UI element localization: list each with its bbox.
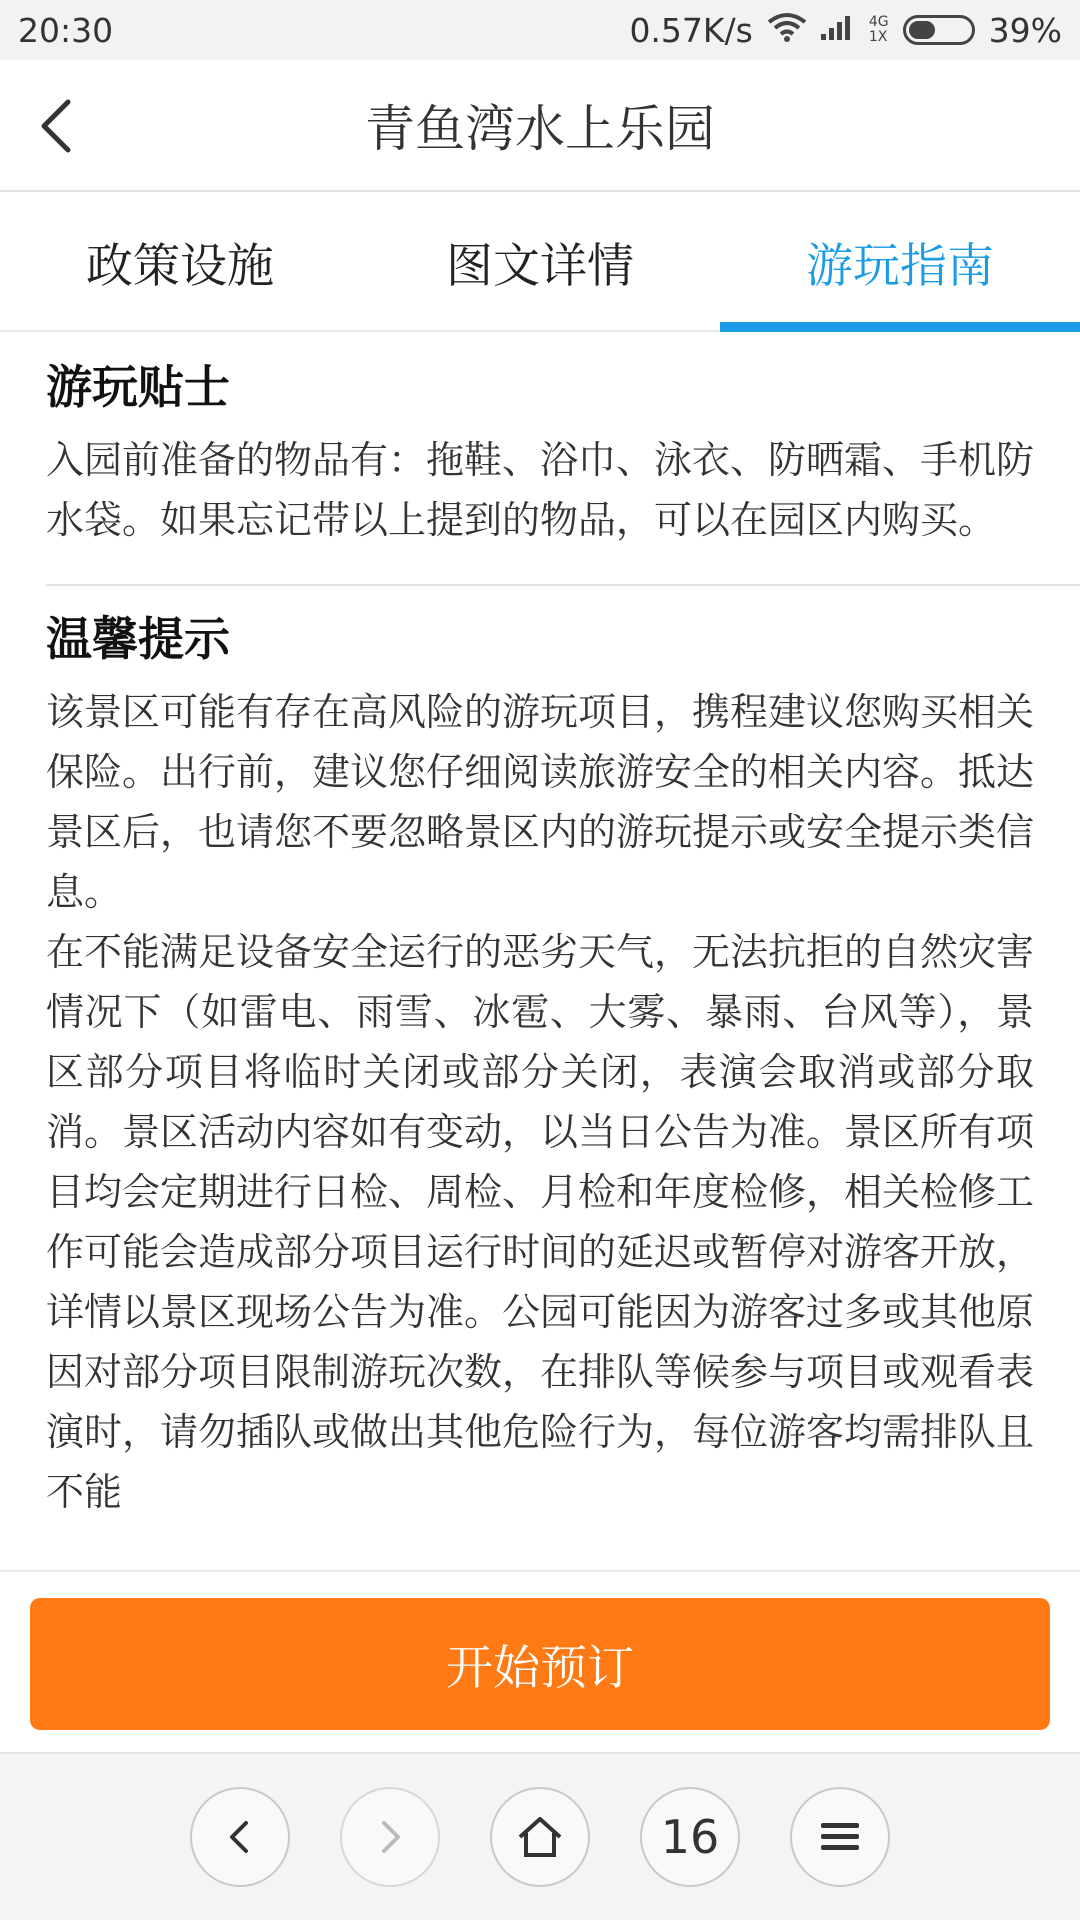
net-speed: 0.57K/s <box>629 10 753 50</box>
browser-nav-bar <box>0 1752 1080 1920</box>
section-paragraph: 入园前准备的物品有：拖鞋、浴巾、泳衣、防晒霜、手机防水袋。如果忘记带以上提到的物品，可以在园区内购买。 <box>46 438 1035 542</box>
tab-play-guide[interactable]: 游玩指南 <box>720 194 1080 330</box>
tab-policy-facilities[interactable]: 政策设施 <box>86 238 274 294</box>
tab-count-button[interactable]: 16 <box>640 1787 740 1887</box>
section-warm-reminder <box>46 584 1080 1556</box>
section-paragraph: 该景区可能有存在高风险的游玩项目，携程建议您购买相关保险。出行前，建议您仔细阅读旅游安全的相关内容。抵达景区后，也请您不要忽略景区内的游玩提示或安全提示类信息。 <box>46 690 1035 914</box>
title-bar <box>0 60 1080 192</box>
guide-content[interactable] <box>0 334 1080 1570</box>
wifi-icon <box>767 11 807 50</box>
home-icon[interactable] <box>490 1787 590 1887</box>
booking-bar <box>0 1570 1080 1750</box>
section-paragraph: 在不能满足设备安全运行的恶劣天气，无法抗拒的自然灾害情况下（如雷电、雨雪、冰雹、大雾、暴雨、台风等），景区部分项目将临时关闭或部分关闭，表演会取消或部分取消。景区活动内容如有变动，以当日公告为准。景区所有项目均会定期进行日检、周检、月检和年度检修，相关检修工作可能会造成部分项目运行时间的延迟或暂停对游客开放，详情以景区现场公告为准。公园可能因为游客过多或其他原因对部分项目限制游玩次数，在排队等候参与项目或观看表演时，请勿插队或做出其他危险行为，每位游客均需排队且不能 <box>46 930 1035 1514</box>
status-indicators <box>629 11 1062 50</box>
status-bar <box>0 0 1080 60</box>
battery-percent: 39% <box>988 10 1062 50</box>
back-arrow-icon[interactable] <box>190 1787 290 1887</box>
section-title: 温馨提示 <box>46 612 230 666</box>
section-title: 游玩贴士 <box>46 360 230 414</box>
chevron-left-icon[interactable] <box>30 96 90 156</box>
menu-icon[interactable] <box>790 1787 890 1887</box>
section-play-tips <box>0 334 1080 584</box>
network-type-top: 4G <box>868 14 889 30</box>
tab-bar <box>0 194 1080 332</box>
network-type <box>869 15 889 45</box>
page-title: 青鱼湾水上乐园 <box>365 100 715 158</box>
start-booking-button[interactable]: 开始预订 <box>30 1598 1050 1730</box>
signal-icon <box>821 11 855 50</box>
forward-arrow-icon[interactable] <box>340 1787 440 1887</box>
network-type-bottom: 1X <box>868 29 888 45</box>
tab-details[interactable]: 图文详情 <box>446 238 634 294</box>
status-time: 20:30 <box>18 10 114 50</box>
battery-icon <box>903 15 975 45</box>
